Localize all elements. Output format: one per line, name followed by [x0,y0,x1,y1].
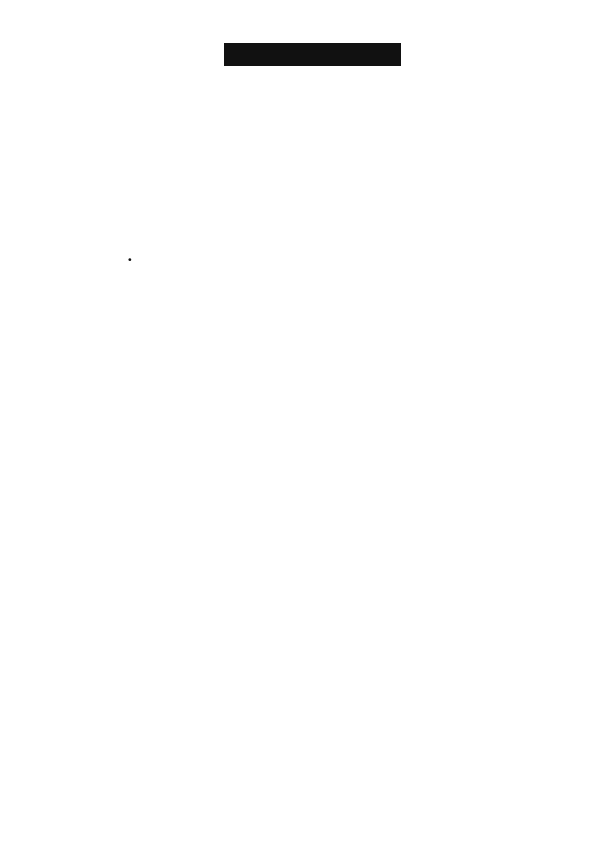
section-heading [128,252,510,268]
page-title [224,43,401,66]
bullet: • [128,254,132,266]
